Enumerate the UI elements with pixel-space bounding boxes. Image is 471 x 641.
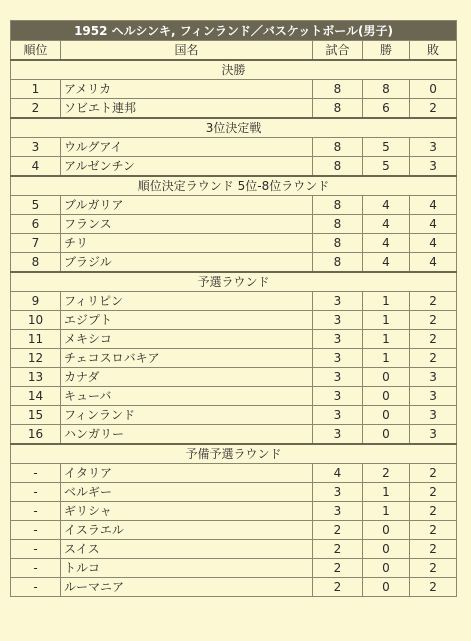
column-header-losses: 敗 — [410, 41, 457, 61]
table-row — [11, 138, 457, 157]
cell-losses: 3 — [410, 387, 457, 406]
table-row — [11, 483, 457, 502]
cell-games: 8 — [313, 157, 363, 177]
cell-wins: 5 — [363, 157, 410, 177]
table-title-row — [11, 21, 457, 41]
cell-rank: 11 — [11, 330, 61, 349]
cell-wins: 1 — [363, 349, 410, 368]
cell-losses: 4 — [410, 215, 457, 234]
table-row — [11, 253, 457, 273]
cell-rank: 4 — [11, 157, 61, 177]
cell-wins: 0 — [363, 368, 410, 387]
section-header-row — [11, 60, 457, 80]
cell-games: 4 — [313, 464, 363, 483]
table-row — [11, 464, 457, 483]
cell-wins: 4 — [363, 196, 410, 215]
table-row — [11, 502, 457, 521]
cell-losses: 2 — [410, 349, 457, 368]
cell-games: 3 — [313, 406, 363, 425]
table-row — [11, 425, 457, 445]
section-title: 3位決定戦 — [11, 118, 457, 138]
table-row — [11, 215, 457, 234]
results-table — [10, 20, 457, 597]
cell-losses: 2 — [410, 578, 457, 597]
cell-games: 8 — [313, 138, 363, 157]
section-title: 決勝 — [11, 60, 457, 80]
cell-rank: - — [11, 464, 61, 483]
cell-games: 8 — [313, 253, 363, 273]
table-row — [11, 349, 457, 368]
cell-games: 3 — [313, 349, 363, 368]
cell-games: 8 — [313, 99, 363, 119]
section-title: 予備予選ラウンド — [11, 444, 457, 464]
cell-wins: 6 — [363, 99, 410, 119]
cell-wins: 4 — [363, 253, 410, 273]
section-header-row — [11, 176, 457, 196]
cell-rank: 1 — [11, 80, 61, 99]
cell-losses: 4 — [410, 196, 457, 215]
cell-country: ウルグアイ — [61, 138, 313, 157]
cell-losses: 0 — [410, 80, 457, 99]
section-header-row — [11, 118, 457, 138]
section-title: 予選ラウンド — [11, 272, 457, 292]
cell-wins: 0 — [363, 540, 410, 559]
cell-wins: 0 — [363, 387, 410, 406]
table-row — [11, 578, 457, 597]
cell-country: フィンランド — [61, 406, 313, 425]
table-row — [11, 80, 457, 99]
cell-country: チリ — [61, 234, 313, 253]
cell-rank: 2 — [11, 99, 61, 119]
section-title: 順位決定ラウンド 5位-8位ラウンド — [11, 176, 457, 196]
cell-country: メキシコ — [61, 330, 313, 349]
cell-losses: 4 — [410, 253, 457, 273]
cell-rank: 15 — [11, 406, 61, 425]
cell-wins: 0 — [363, 425, 410, 445]
cell-country: フランス — [61, 215, 313, 234]
cell-wins: 0 — [363, 578, 410, 597]
cell-rank: - — [11, 578, 61, 597]
column-header-games: 試合 — [313, 41, 363, 61]
table-row — [11, 311, 457, 330]
cell-rank: 14 — [11, 387, 61, 406]
table-title: 1952 ヘルシンキ, フィンランド／バスケットボール(男子) — [11, 21, 457, 41]
cell-wins: 4 — [363, 215, 410, 234]
cell-games: 2 — [313, 559, 363, 578]
table-row — [11, 157, 457, 177]
column-header-wins: 勝 — [363, 41, 410, 61]
cell-losses: 2 — [410, 464, 457, 483]
cell-country: チェコスロバキア — [61, 349, 313, 368]
cell-games: 3 — [313, 483, 363, 502]
table-row — [11, 196, 457, 215]
cell-rank: - — [11, 540, 61, 559]
cell-country: キューバ — [61, 387, 313, 406]
cell-losses: 2 — [410, 540, 457, 559]
cell-losses: 2 — [410, 521, 457, 540]
cell-country: トルコ — [61, 559, 313, 578]
cell-games: 3 — [313, 425, 363, 445]
cell-country: ルーマニア — [61, 578, 313, 597]
cell-wins: 1 — [363, 502, 410, 521]
cell-country: カナダ — [61, 368, 313, 387]
cell-rank: 16 — [11, 425, 61, 445]
cell-games: 2 — [313, 578, 363, 597]
cell-country: アルゼンチン — [61, 157, 313, 177]
cell-rank: 9 — [11, 292, 61, 311]
section-header-row — [11, 444, 457, 464]
table-row — [11, 292, 457, 311]
cell-rank: 5 — [11, 196, 61, 215]
cell-losses: 3 — [410, 406, 457, 425]
cell-wins: 2 — [363, 464, 410, 483]
table-row — [11, 406, 457, 425]
cell-games: 3 — [313, 311, 363, 330]
cell-games: 2 — [313, 521, 363, 540]
cell-losses: 3 — [410, 138, 457, 157]
table-row — [11, 387, 457, 406]
table-row — [11, 368, 457, 387]
cell-rank: - — [11, 502, 61, 521]
cell-games: 8 — [313, 234, 363, 253]
cell-rank: - — [11, 559, 61, 578]
cell-country: フィリピン — [61, 292, 313, 311]
section-header-row — [11, 272, 457, 292]
cell-rank: 13 — [11, 368, 61, 387]
cell-rank: 8 — [11, 253, 61, 273]
cell-country: ソビエト連邦 — [61, 99, 313, 119]
cell-games: 8 — [313, 80, 363, 99]
cell-wins: 0 — [363, 521, 410, 540]
cell-country: ブラジル — [61, 253, 313, 273]
table-row — [11, 330, 457, 349]
cell-losses: 4 — [410, 234, 457, 253]
column-header-rank: 順位 — [11, 41, 61, 61]
cell-rank: 12 — [11, 349, 61, 368]
cell-wins: 0 — [363, 559, 410, 578]
cell-wins: 0 — [363, 406, 410, 425]
cell-games: 3 — [313, 292, 363, 311]
cell-losses: 2 — [410, 292, 457, 311]
cell-losses: 2 — [410, 502, 457, 521]
table-body — [11, 60, 457, 597]
cell-games: 3 — [313, 330, 363, 349]
table-row — [11, 234, 457, 253]
cell-country: ギリシャ — [61, 502, 313, 521]
cell-country: イスラエル — [61, 521, 313, 540]
table-row — [11, 521, 457, 540]
cell-losses: 3 — [410, 368, 457, 387]
cell-games: 3 — [313, 502, 363, 521]
cell-losses: 2 — [410, 330, 457, 349]
cell-wins: 8 — [363, 80, 410, 99]
table-row — [11, 540, 457, 559]
cell-country: ハンガリー — [61, 425, 313, 445]
cell-wins: 5 — [363, 138, 410, 157]
cell-country: アメリカ — [61, 80, 313, 99]
cell-rank: 6 — [11, 215, 61, 234]
cell-games: 3 — [313, 368, 363, 387]
cell-rank: - — [11, 521, 61, 540]
cell-wins: 1 — [363, 292, 410, 311]
cell-games: 8 — [313, 215, 363, 234]
cell-country: ブルガリア — [61, 196, 313, 215]
cell-games: 2 — [313, 540, 363, 559]
cell-country: エジプト — [61, 311, 313, 330]
table-row — [11, 99, 457, 119]
cell-losses: 2 — [410, 99, 457, 119]
cell-wins: 4 — [363, 234, 410, 253]
table-row — [11, 559, 457, 578]
cell-losses: 2 — [410, 483, 457, 502]
cell-games: 3 — [313, 387, 363, 406]
cell-country: スイス — [61, 540, 313, 559]
cell-games: 8 — [313, 196, 363, 215]
cell-rank: 7 — [11, 234, 61, 253]
cell-wins: 1 — [363, 483, 410, 502]
cell-wins: 1 — [363, 330, 410, 349]
column-header-row — [11, 41, 457, 61]
cell-country: イタリア — [61, 464, 313, 483]
cell-losses: 2 — [410, 311, 457, 330]
cell-rank: - — [11, 483, 61, 502]
results-table-container — [10, 20, 456, 597]
cell-country: ベルギー — [61, 483, 313, 502]
column-header-country: 国名 — [61, 41, 313, 61]
cell-losses: 3 — [410, 425, 457, 445]
cell-losses: 3 — [410, 157, 457, 177]
cell-rank: 3 — [11, 138, 61, 157]
cell-wins: 1 — [363, 311, 410, 330]
cell-rank: 10 — [11, 311, 61, 330]
cell-losses: 2 — [410, 559, 457, 578]
